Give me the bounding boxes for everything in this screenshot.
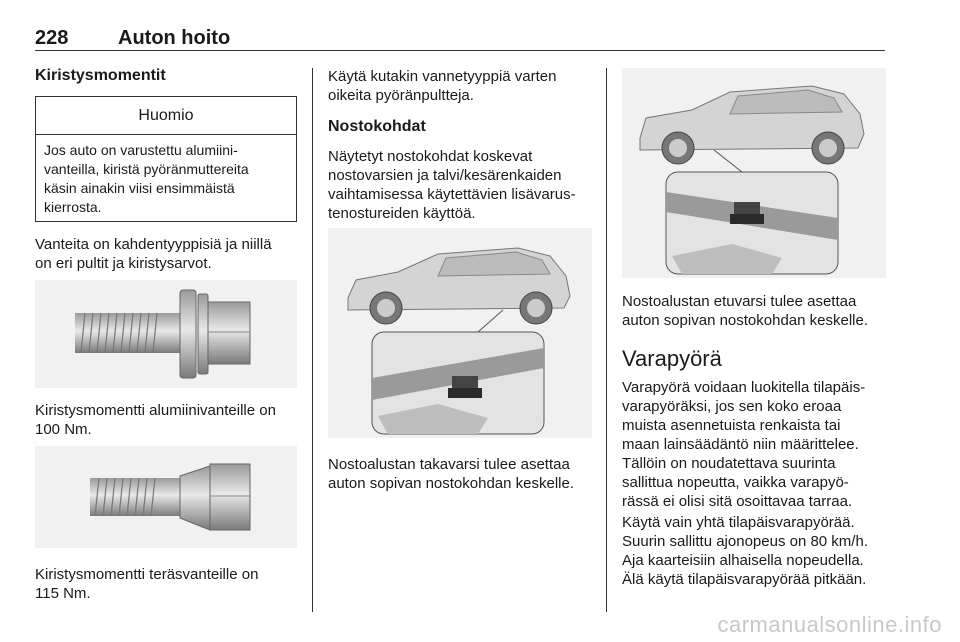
note-line: käsin ainakin viisi ensimmäistä — [44, 180, 235, 196]
text-line: on eri pultit ja kiristysarvot. — [35, 255, 212, 272]
text-line: Suurin sallittu ajonopeus on 80 km/h. — [622, 533, 868, 550]
rear-lifting-point-illustration — [328, 228, 592, 438]
text-line: Vanteita on kahdentyyppisiä ja niillä — [35, 236, 272, 253]
text-line: Tällöin on noudatettava suurinta — [622, 455, 836, 472]
text-line: Kiristysmomentti alumiinivanteille on — [35, 402, 276, 419]
front-lifting-point-illustration — [622, 68, 886, 278]
column-divider-1 — [312, 68, 313, 612]
text-line: Nostoalustan etuvarsi tulee asettaa — [622, 293, 857, 310]
lifting-points-description — [328, 147, 603, 223]
page-number: 228 — [35, 27, 69, 49]
wheel-types-intro — [35, 235, 305, 273]
text-line: vaihtamisessa käytettävien lisävarus- — [328, 186, 576, 203]
text-line: tenostureiden käyttöä. — [328, 205, 476, 222]
note-box — [35, 96, 297, 222]
text-line: auton sopivan nostokohdan keskelle. — [622, 312, 869, 329]
text-line: 100 Nm. — [35, 421, 92, 438]
bolt-type-intro — [328, 67, 598, 105]
text-line: 115 Nm. — [35, 585, 91, 602]
spare-wheel-paragraph-2 — [622, 513, 902, 589]
rear-lift-caption — [328, 455, 603, 493]
text-line: maan lainsäädäntö niin määrittelee. — [622, 436, 859, 453]
note-line: vanteilla, kiristä pyöränmuttereita — [44, 161, 249, 177]
text-line: Kiristysmomentti teräsvanteille on — [35, 566, 259, 583]
text-line: Näytetyt nostokohdat koskevat — [328, 148, 533, 165]
column-divider-2 — [606, 68, 607, 612]
note-line: Jos auto on varustettu alumiini- — [44, 142, 238, 158]
steel-torque-caption — [35, 565, 305, 603]
spare-wheel-paragraph-1 — [622, 378, 902, 511]
text-line: varapyöräksi, jos sen koko eroaa — [622, 398, 842, 415]
text-line: Käytä kutakin vannetyyppiä varten — [328, 68, 557, 85]
text-line: auton sopivan nostokohdan keskelle. — [328, 475, 575, 492]
note-title: Huomio — [36, 97, 296, 135]
watermark: carmanualsonline.info — [717, 612, 942, 637]
text-line: oikeita pyöränpultteja. — [328, 87, 474, 104]
header-divider — [35, 50, 885, 51]
text-line: Älä käytä tilapäisvarapyörää pitkään. — [622, 571, 867, 588]
text-line: rässä ei olisi sitä osoittavaa tarraa. — [622, 493, 853, 510]
alloy-torque-caption — [35, 401, 305, 439]
subsection-title-nostokohdat: Nostokohdat — [328, 118, 426, 135]
steel-wheel-bolt-illustration — [35, 446, 297, 548]
section-title-kiristysmomentit: Kiristysmomentit — [35, 67, 166, 84]
alloy-wheel-bolt-illustration — [35, 280, 297, 388]
note-text — [36, 135, 296, 223]
text-line: muista asennetuista renkaista tai — [622, 417, 841, 434]
text-line: Aja kaarteisiin alhaisella nopeudella. — [622, 552, 864, 569]
text-line: Varapyörä voidaan luokitella tilapäis- — [622, 379, 866, 396]
section-title-varapyora: Varapyörä — [622, 346, 722, 371]
text-line: Käytä vain yhtä tilapäisvarapyörää. — [622, 514, 855, 531]
text-line: Nostoalustan takavarsi tulee asettaa — [328, 456, 570, 473]
text-line: sallittua nopeutta, vaikka varapyö- — [622, 474, 849, 491]
chapter-title: Auton hoito — [118, 27, 231, 49]
text-line: nostovarsien ja talvi/kesärenkaiden — [328, 167, 562, 184]
note-line: kierrosta. — [44, 199, 102, 215]
front-lift-caption — [622, 292, 897, 330]
